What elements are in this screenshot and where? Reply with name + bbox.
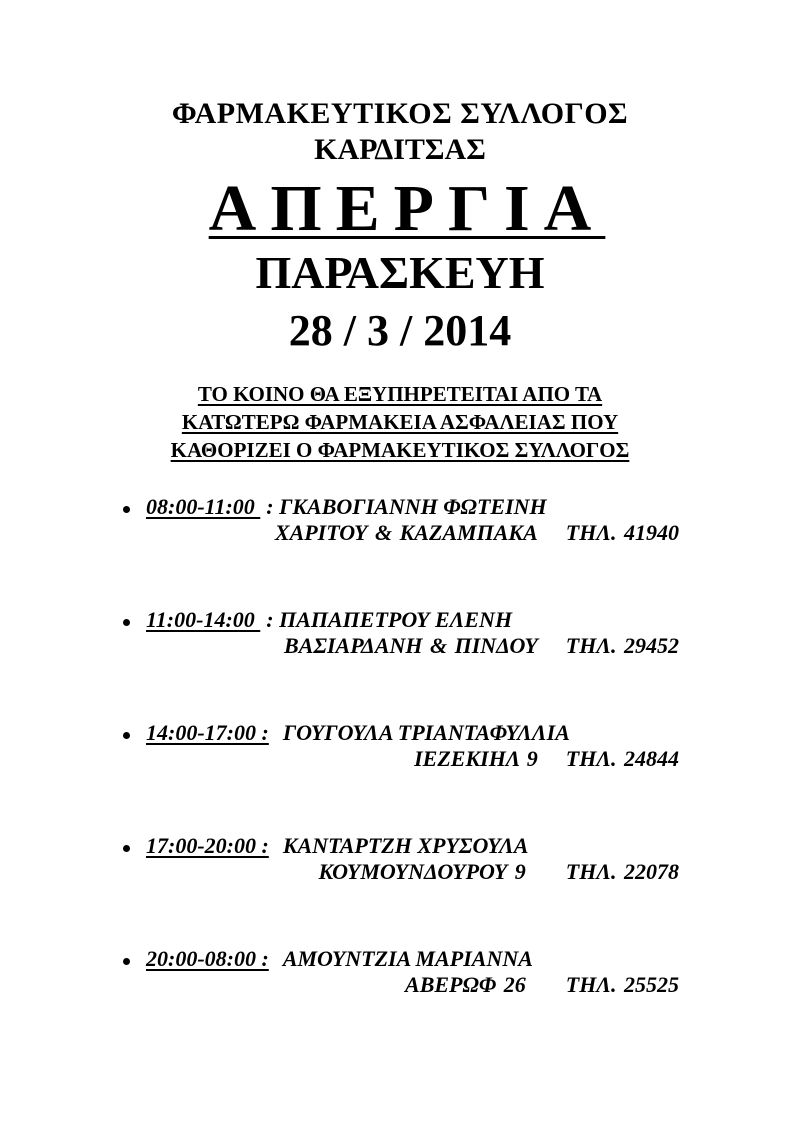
pharmacist-name: ΚΑΝΤΑΡΤΖΗ ΧΡΥΣΟΥΛΑ (282, 833, 529, 858)
shift-time: 14:00-17:00 : (146, 720, 269, 745)
strike-title (0, 172, 800, 246)
shift-time: 11:00-14:00 (146, 607, 261, 632)
strike-date: 28 / 3 / 2014 (288, 306, 512, 355)
shift-time: 08:00-11:00 (146, 494, 261, 519)
notice-line-1: ΤΟ ΚΟΙΝΟ ΘΑ ΕΞΥΠΗΡΕΤΕΙΤΑΙ ΑΠΟ ΤΑ (197, 382, 603, 406)
pharmacy-shift-3 (0, 720, 800, 790)
pharmacy-phone: ΤΗΛ. 29452 (565, 633, 679, 658)
notice-line-2: ΚΑΤΩΤΕΡΩ ΦΑΡΜΑΚΕΙΑ ΑΣΦΑΛΕΙΑΣ ΠΟΥ (181, 410, 619, 434)
bullet-icon (123, 845, 130, 852)
pharmacy-phone: ΤΗΛ. 22078 (565, 859, 679, 884)
pharmacist-name: ΑΜΟΥΝΤΖΙΑ ΜΑΡΙΑΝΝΑ (282, 946, 533, 971)
bullet-icon (123, 958, 130, 965)
pharmacy-phone: ΤΗΛ. 41940 (565, 520, 679, 545)
pharmacy-shift-5 (0, 946, 800, 1016)
pharmacy-address: ΧΑΡΙΤΟΥ & ΚΑΖΑΜΠΑΚΑ (274, 520, 538, 545)
pharmacy-address: ΒΑΣΙΑΡΔΑΝΗ & ΠΙΝΔΟΥ (284, 633, 538, 658)
pharmacy-phone: ΤΗΛ. 25525 (565, 972, 679, 997)
pharmacy-shift-2 (0, 607, 800, 677)
pharmacist-name: ΓΟΥΓΟΥΛΑ ΤΡΙΑΝΤΑΦΥΛΛΙΑ (282, 720, 570, 745)
association-name: ΦΑΡΜΑΚΕΥΤΙΚΟΣ ΣΥΛΛΟΓΟΣ (171, 97, 629, 130)
pharmacy-address: ΙΕΖΕΚΙΗΛ 9 (414, 746, 538, 771)
bullet-icon (123, 619, 130, 626)
pharmacy-phone: ΤΗΛ. 24844 (565, 746, 679, 771)
shift-time: 17:00-20:00 : (146, 833, 269, 858)
pharmacy-shift-1 (0, 494, 800, 564)
pharmacy-shift-4 (0, 833, 800, 903)
pharmacy-address: ΚΟΥΜΟΥΝΔΟΥΡΟΥ 9 (318, 859, 526, 884)
pharmacy-address: ΑΒΕΡΩΦ 26 (405, 972, 526, 997)
strike-title-text: ΑΠΕΡΓΙΑ (208, 172, 606, 245)
strike-day: ΠΑΡΑΣΚΕΥΗ (255, 247, 545, 298)
association-city: ΚΑΡΔΙΤΣΑΣ (314, 133, 486, 166)
pharmacist-name: : ΓΚΑΒΟΓΙΑΝΝΗ ΦΩΤΕΙΝΗ (266, 494, 547, 519)
bullet-icon (123, 506, 130, 513)
pharmacist-name: : ΠΑΠΑΠΕΤΡΟΥ ΕΛΕΝΗ (266, 607, 513, 632)
bullet-icon (123, 732, 130, 739)
shift-time: 20:00-08:00 : (146, 946, 269, 971)
notice-line-3: ΚΑΘΟΡΙΖΕΙ Ο ΦΑΡΜΑΚΕΥΤΙΚΟΣ ΣΥΛΛΟΓΟΣ (170, 438, 630, 462)
